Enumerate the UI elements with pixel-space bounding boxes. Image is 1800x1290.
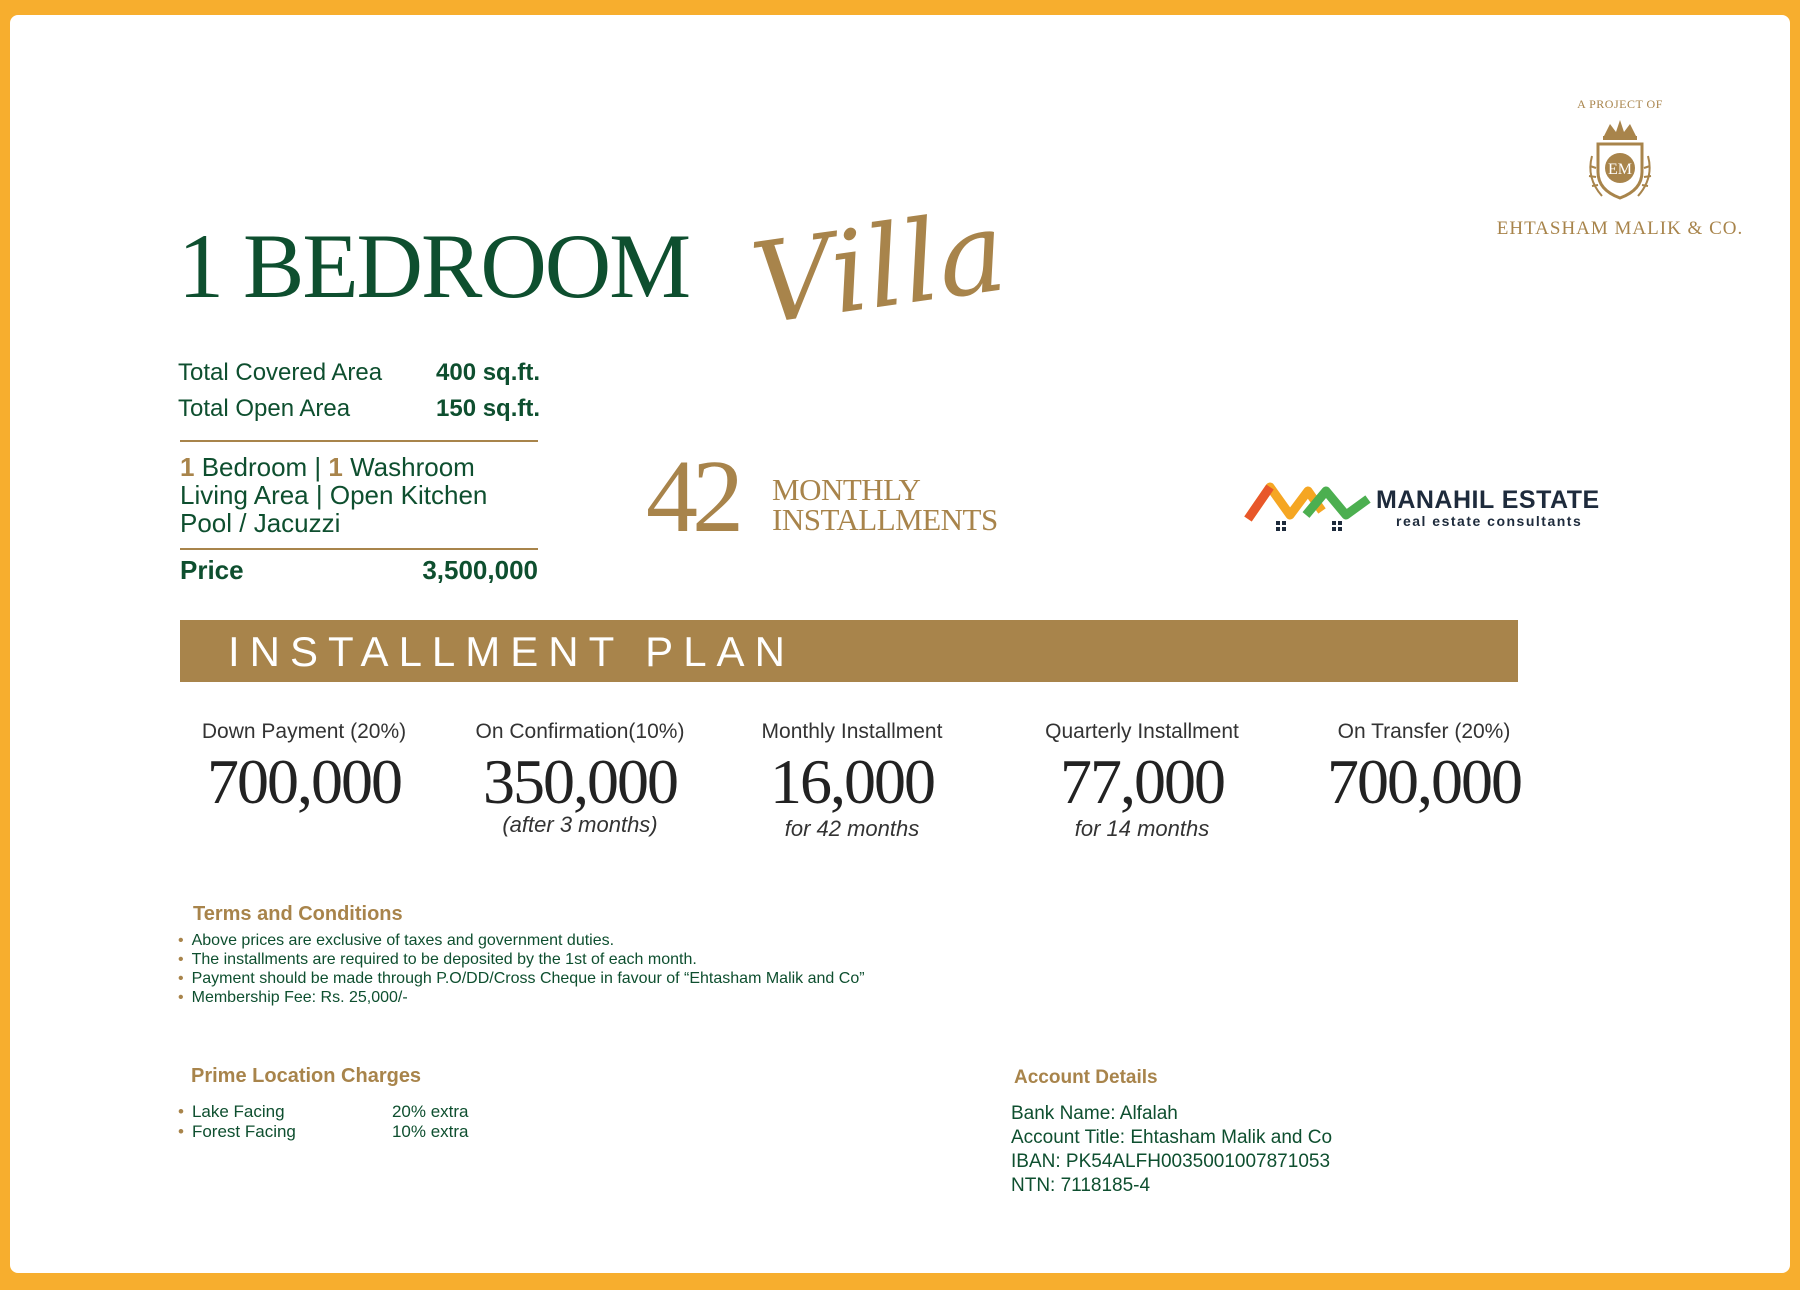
installment-badge-text (772, 472, 998, 537)
plan-column-confirmation (440, 720, 720, 838)
prime-location-title: Prime Location Charges (191, 1065, 422, 1087)
bank-name: Bank Name: Alfalah (1011, 1103, 1178, 1124)
plan-column-label: On Transfer (20%) (1337, 720, 1511, 743)
account-title: Account Title: Ehtasham Malik and Co (1011, 1127, 1333, 1148)
terms-list (178, 931, 865, 1007)
plan-column-sub: for 42 months (784, 816, 920, 841)
brand-name: EHTASHAM MALIK & CO. (1496, 218, 1744, 239)
features-line-1 (180, 453, 487, 481)
plan-column-quarterly (1002, 720, 1282, 842)
plan-column-sub: (after 3 months) (502, 812, 658, 837)
em-crest-icon (1580, 116, 1660, 212)
features-line-3: Pool / Jacuzzi (180, 508, 341, 538)
installment-plan-title: INSTALLMENT PLAN (228, 628, 795, 675)
prime-location-item (178, 1122, 469, 1142)
manahil-tagline: real estate consultants (1396, 512, 1583, 529)
houses-logo-icon (1248, 477, 1370, 537)
plan-column-value: 350,000 (483, 746, 677, 817)
plan-column-label: On Confirmation(10%) (475, 720, 685, 743)
villa-script-text: Villa (744, 186, 1014, 351)
plan-column-down-payment (164, 720, 444, 820)
terms-title: Terms and Conditions (193, 903, 403, 925)
prime-location-list (178, 1102, 469, 1142)
plan-column-label: Monthly Installment (761, 720, 943, 743)
installment-plan-header (180, 620, 1518, 682)
price-value: 3,500,000 (422, 555, 538, 585)
plan-column-label: Down Payment (20%) (201, 720, 407, 743)
prime-location-charge: 20% extra (391, 1102, 469, 1121)
brochure-page (10, 15, 1790, 1273)
washroom-count: 1 (328, 452, 343, 482)
open-area-row (178, 391, 540, 427)
brand-pre-label: A PROJECT OF (1577, 97, 1663, 111)
open-area-value: 150 sq.ft. (436, 395, 541, 422)
plan-column-value: 16,000 (770, 746, 934, 817)
features-list (180, 453, 487, 537)
bedroom-label: Bedroom | (194, 452, 329, 482)
installment-badge-line-2: INSTALLMENTS (772, 502, 998, 537)
brand-block (1480, 97, 1760, 240)
terms-item: • The installments are required to be deposited by the 1st of each month. (178, 950, 865, 969)
open-area-label: Total Open Area (178, 395, 351, 422)
divider-bottom (180, 548, 538, 550)
washroom-label: Washroom (342, 452, 475, 482)
plan-column-sub: for 14 months (1074, 816, 1210, 841)
covered-area-value: 400 sq.ft. (436, 359, 541, 386)
plan-column-value: 77,000 (1060, 746, 1224, 817)
ntn: NTN: 7118185-4 (1011, 1175, 1151, 1196)
plan-column-monthly (712, 720, 992, 842)
terms-item: • Membership Fee: Rs. 25,000/- (178, 988, 865, 1007)
manahil-name: MANAHIL ESTATE (1376, 485, 1600, 514)
terms-item: • Above prices are exclusive of taxes and government duties. (178, 931, 865, 950)
area-table (178, 355, 540, 427)
installment-badge-line-1: MONTHLY (772, 472, 921, 507)
installment-count: 42 (646, 439, 738, 554)
account-details-title: Account Details (1014, 1067, 1158, 1088)
covered-area-row (178, 355, 540, 391)
plan-column-transfer (1284, 720, 1564, 820)
iban: IBAN: PK54ALFH0035001007871053 (1011, 1151, 1331, 1172)
plan-column-value: 700,000 (1327, 746, 1521, 817)
bedroom-count: 1 (180, 452, 195, 482)
price-label: Price (180, 555, 244, 585)
covered-area-label: Total Covered Area (178, 359, 383, 386)
page-title: 1 BEDROOM (178, 215, 690, 317)
features-line-2: Living Area | Open Kitchen (180, 480, 488, 510)
plan-column-value: 700,000 (207, 746, 401, 817)
plan-column-label: Quarterly Installment (1045, 720, 1239, 743)
prime-location-charge: 10% extra (391, 1122, 469, 1141)
prime-location-name: • Lake Facing (191, 1102, 285, 1121)
prime-location-name: • Forest Facing (191, 1122, 296, 1141)
manahil-text (1376, 486, 1600, 529)
prime-location-item (178, 1102, 469, 1122)
account-details (1011, 1102, 1332, 1198)
terms-item: • Payment should be made through P.O/DD/Cross Cheque in favour of “Ehtasham Malik and Co” (178, 969, 865, 988)
manahil-estate-logo (1248, 477, 1600, 537)
brand-logo-letters: EM (1608, 161, 1632, 178)
divider-top (180, 440, 538, 442)
price-row (180, 555, 538, 586)
villa-script-title (744, 186, 1014, 365)
